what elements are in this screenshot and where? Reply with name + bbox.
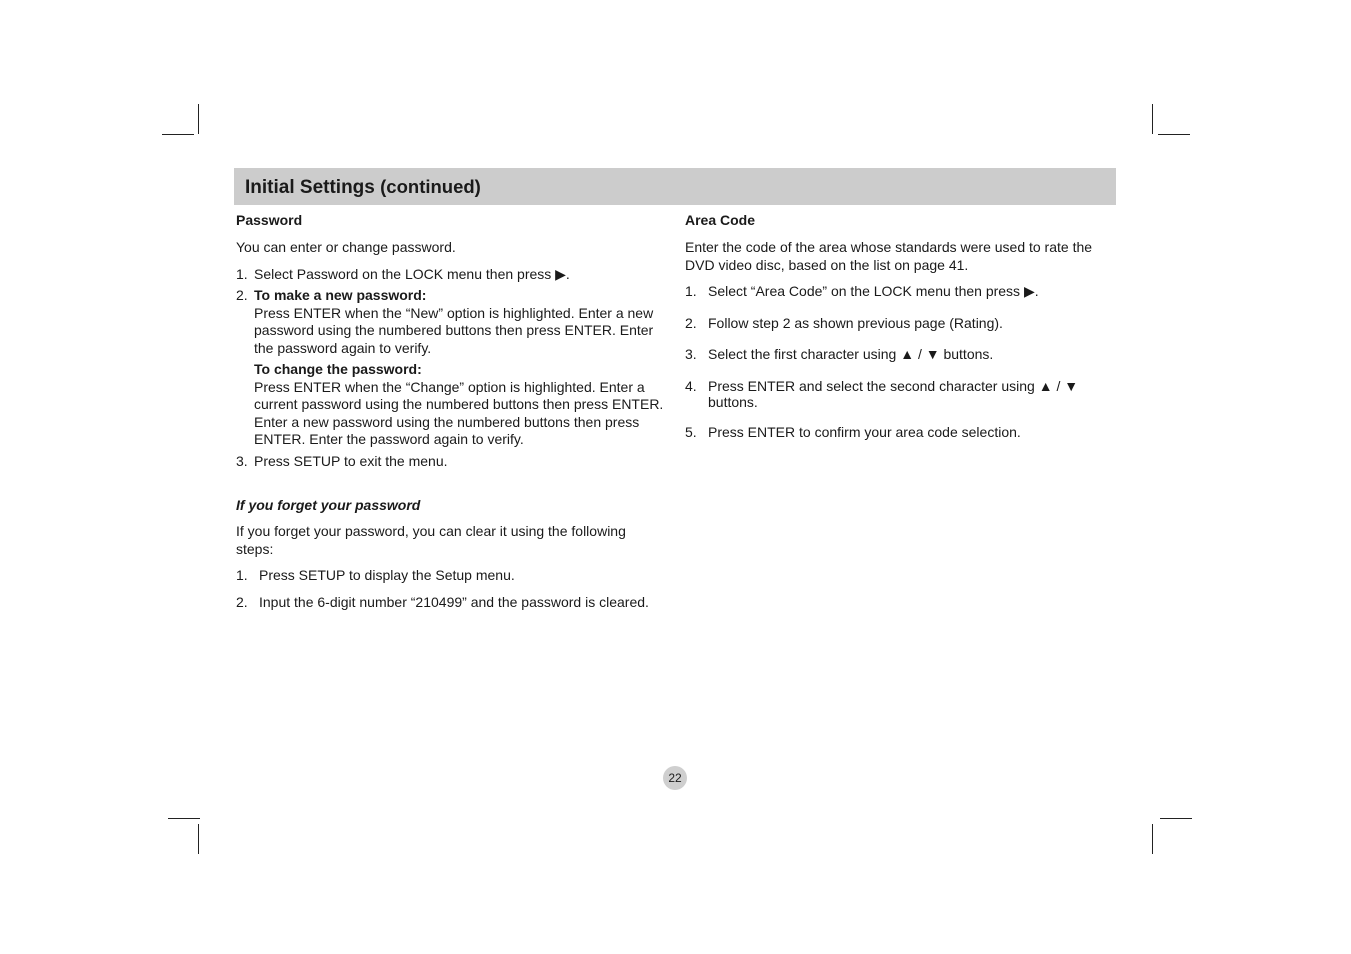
section-header-bar: [234, 168, 1116, 205]
right-column: [685, 212, 1115, 441]
password-step-3: [236, 453, 666, 471]
password-intro: You can enter or change password.: [236, 239, 456, 255]
step-number: 5.: [685, 423, 697, 440]
step-number: 2.: [236, 593, 248, 610]
step-text: Follow step 2 as shown previous page (Rating).: [708, 314, 1003, 331]
step-text: Press ENTER and select the second character using ▲ / ▼ buttons.: [708, 377, 1079, 410]
page-title-main: Initial Settings: [245, 177, 375, 198]
step-number: 3.: [685, 346, 697, 362]
forget-step-1: [236, 567, 666, 585]
page-number: 22: [663, 766, 687, 790]
step-text: Select Password on the LOCK menu then press ▶.: [254, 265, 570, 282]
crop-mark-top-right-v: [1152, 104, 1153, 134]
left-column: [236, 212, 666, 611]
step-text: Input the 6-digit number “210499” and the password is cleared.: [259, 593, 649, 610]
area-step-1: [685, 283, 1115, 301]
crop-mark-top-left-v: [198, 104, 199, 134]
step-number: 1.: [236, 265, 248, 282]
crop-mark-bottom-right-h: [1160, 818, 1192, 819]
crop-mark-bottom-left-v: [198, 824, 199, 854]
password-heading: Password: [236, 212, 303, 228]
forget-step-2: [236, 594, 666, 612]
area-step-4: [685, 378, 1115, 410]
step-text: Select “Area Code” on the LOCK menu then press ▶.: [708, 283, 1039, 299]
step-number: 2.: [685, 314, 697, 331]
forget-password-heading: If you forget your password: [236, 497, 421, 513]
new-password-subheading: To make a new password:: [254, 287, 427, 303]
step-number: 1.: [236, 567, 248, 583]
step-text: Press SETUP to display the Setup menu.: [259, 567, 515, 583]
step-body: [254, 287, 666, 449]
new-password-text: Press ENTER when the “New” option is highlighted. Enter a new password using the numbered buttons then press ENTER. Enter the password again to verify.: [254, 304, 654, 356]
area-code-intro: Enter the code of the area whose standards were used to rate the DVD video disc, based on the list on page 41.: [685, 239, 1093, 273]
crop-mark-bottom-left-h: [168, 818, 200, 819]
crop-mark-top-right-h: [1158, 134, 1190, 135]
crop-mark-top-left-h: [162, 134, 194, 135]
change-password-subheading: To change the password:: [254, 361, 422, 377]
area-step-2: [685, 315, 1115, 333]
crop-mark-bottom-right-v: [1152, 824, 1153, 854]
step-number: 4.: [685, 377, 697, 394]
step-number: 2.: [236, 287, 248, 303]
password-step-1: [236, 266, 666, 284]
step-number: 3.: [236, 452, 248, 469]
password-step-2: [236, 287, 666, 449]
area-step-3: [685, 346, 1115, 364]
step-number: 1.: [685, 283, 697, 299]
step-text: Press ENTER to confirm your area code selection.: [708, 423, 1021, 440]
step-text: Press SETUP to exit the menu.: [254, 452, 448, 469]
page-title: [245, 176, 481, 199]
area-step-5: [685, 424, 1115, 442]
step-text: Select the first character using ▲ / ▼ buttons.: [708, 346, 994, 362]
page-title-continued: (continued): [380, 176, 481, 197]
forget-password-intro: If you forget your password, you can clear it using the following steps:: [236, 523, 626, 557]
change-password-text: Press ENTER when the “Change” option is highlighted. Enter a current password using the numbered buttons then press ENTER. Enter a new password using the numbered buttons then press ENTER. Enter the password again to verify.: [254, 378, 664, 447]
area-code-heading: Area Code: [685, 212, 756, 228]
